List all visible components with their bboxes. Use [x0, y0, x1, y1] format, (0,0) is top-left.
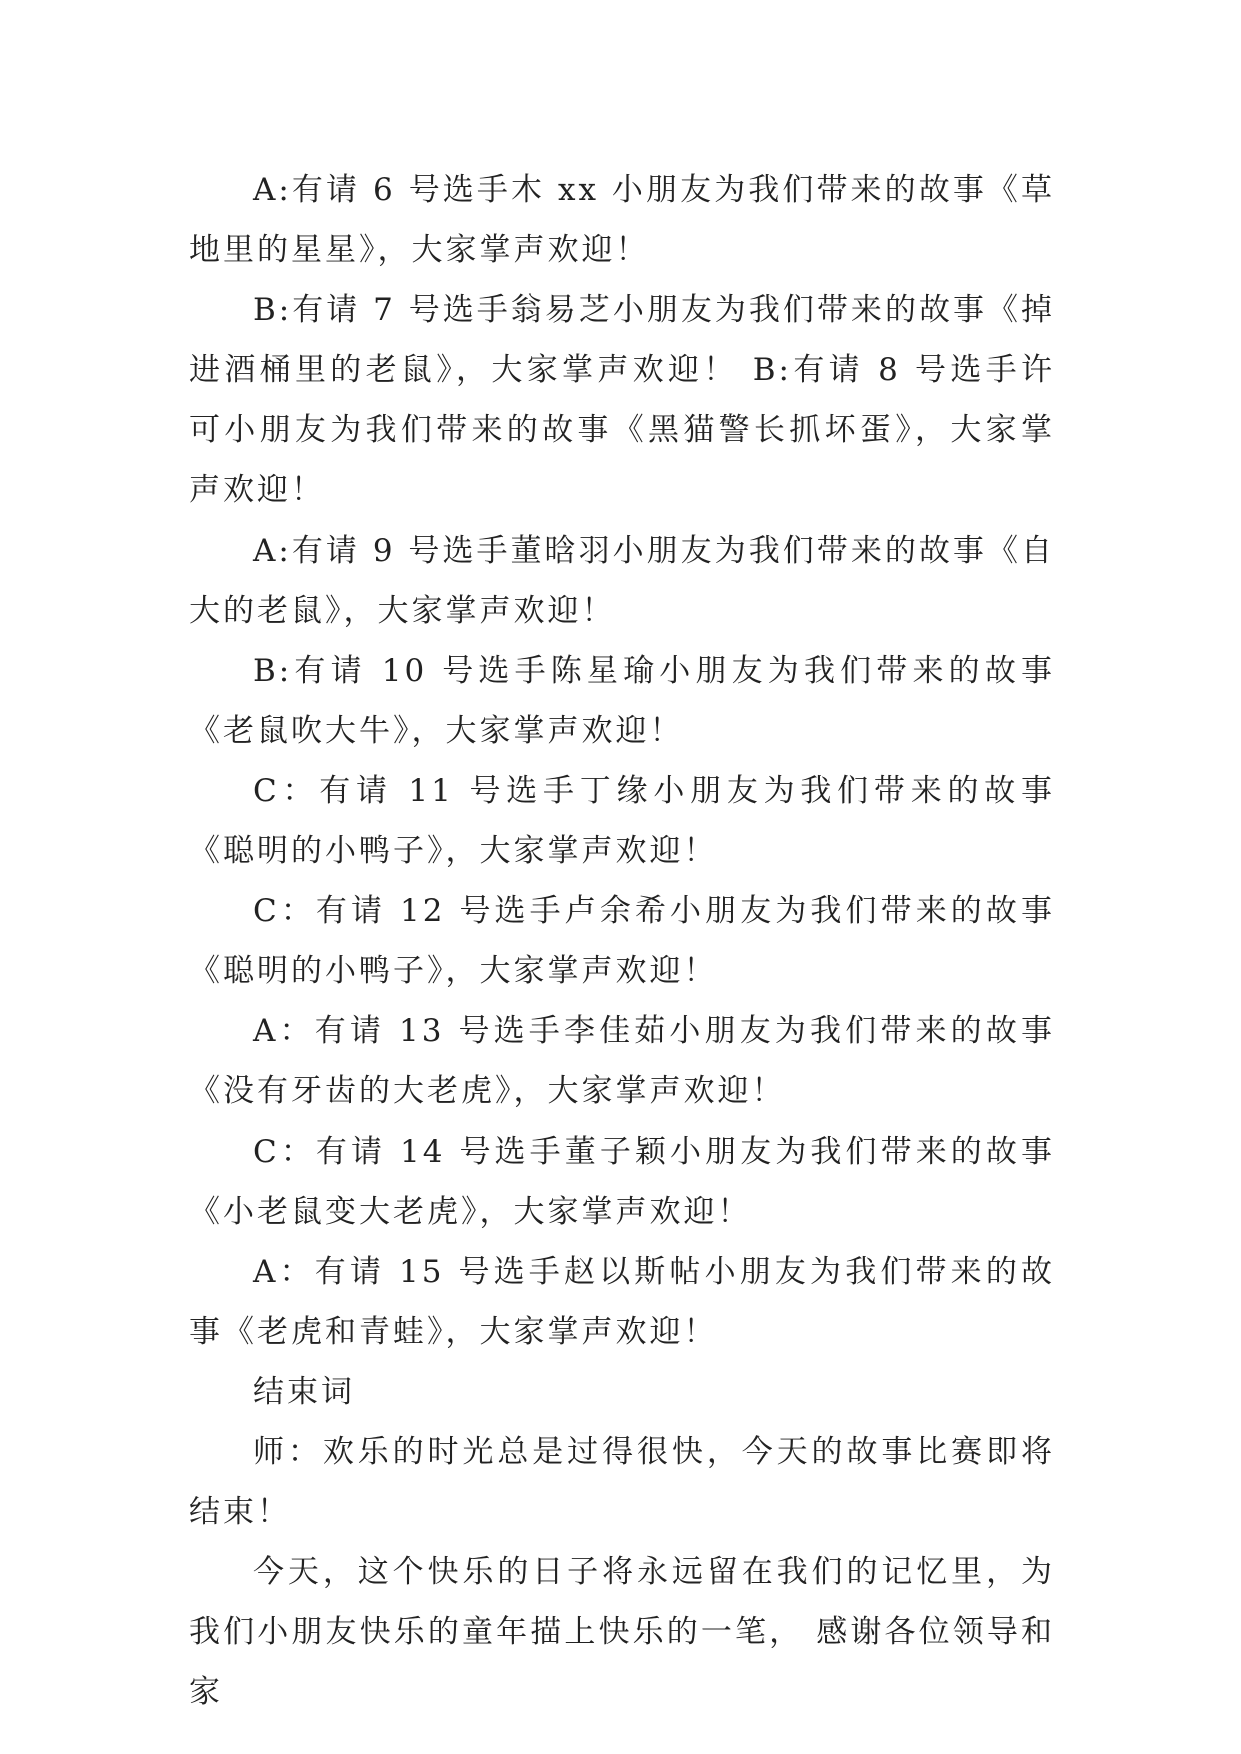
paragraph-contestant-7-8: B:有请 7 号选手翁易芝小朋友为我们带来的故事《掉进酒桶里的老鼠》，大家掌声欢迎！ B:有请 8 号选手许可小朋友为我们带来的故事《黑猫警长抓坏蛋》，大家掌声欢迎！ [189, 292, 1055, 509]
paragraph-contestant-12: C：有请 12 号选手卢余希小朋友为我们带来的故事《聪明的小鸭子》，大家掌声欢迎！ [189, 893, 1055, 990]
paragraph-closing-remarks: 今天，这个快乐的日子将永远留在我们的记忆里，为我们小朋友快乐的童年描上快乐的一笔， 感谢各位领导和家 [189, 1554, 1055, 1711]
paragraph-contestant-15: A：有请 15 号选手赵以斯帖小朋友为我们带来的故事《老虎和青蛙》，大家掌声欢迎！ [189, 1253, 1055, 1350]
paragraph-contestant-6: A:有请 6 号选手木 xx 小朋友为我们带来的故事《草地里的星星》，大家掌声欢迎！ [189, 172, 1055, 269]
paragraph-teacher-closing: 师：欢乐的时光总是过得很快，今天的故事比赛即将结束！ [189, 1433, 1055, 1531]
paragraph-contestant-14: C：有请 14 号选手董子颖小朋友为我们带来的故事《小老鼠变大老虎》，大家掌声欢迎！ [189, 1133, 1055, 1230]
paragraph-contestant-9: A:有请 9 号选手董晗羽小朋友为我们带来的故事《自大的老鼠》，大家掌声欢迎！ [189, 532, 1055, 629]
paragraph-contestant-10: B:有请 10 号选手陈星瑜小朋友为我们带来的故事《老鼠吹大牛》，大家掌声欢迎！ [189, 652, 1055, 749]
paragraph-contestant-13: A：有请 13 号选手李佳茹小朋友为我们带来的故事《没有牙齿的大老虎》，大家掌声欢迎！ [189, 1013, 1055, 1110]
paragraph-contestant-11: C：有请 11 号选手丁缘小朋友为我们带来的故事《聪明的小鸭子》，大家掌声欢迎！ [189, 772, 1055, 870]
section-heading-closing: 结束词 [253, 1373, 355, 1410]
document-body [189, 160, 1055, 1722]
